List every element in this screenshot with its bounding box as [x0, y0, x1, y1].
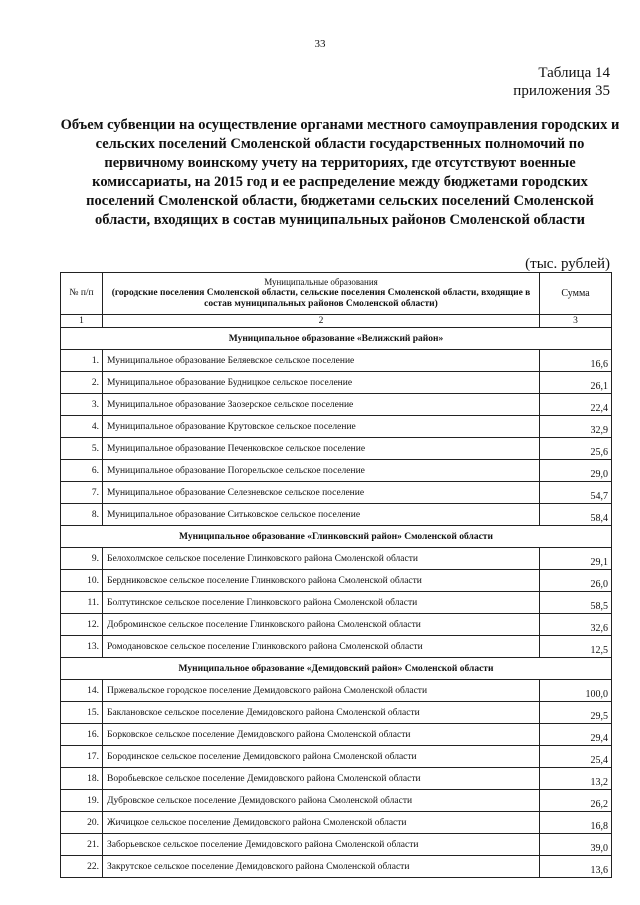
- unit-label: (тыс. рублей): [525, 256, 610, 272]
- row-municipality-name: Болтутинское сельское поселение Глинковского района Смоленской области: [103, 592, 540, 614]
- row-municipality-name: Заборьевское сельское поселение Демидовского района Смоленской области: [103, 834, 540, 856]
- row-number: 5.: [61, 438, 103, 460]
- table-row: [61, 350, 612, 372]
- table-row: [61, 548, 612, 570]
- row-municipality-name: Бородинское сельское поселение Демидовского района Смоленской области: [103, 746, 540, 768]
- row-municipality-name: Бердниковское сельское поселение Глинковского района Смоленской области: [103, 570, 540, 592]
- row-municipality-name: Пржевальское городское поселение Демидовского района Смоленской области: [103, 680, 540, 702]
- table-row: [61, 724, 612, 746]
- table-row: [61, 504, 612, 526]
- column-index-1: 1: [61, 315, 103, 328]
- table-row: [61, 746, 612, 768]
- row-number: 13.: [61, 636, 103, 658]
- row-number: 12.: [61, 614, 103, 636]
- table-row: [61, 702, 612, 724]
- row-number: 21.: [61, 834, 103, 856]
- row-sum: 29,1: [540, 548, 612, 570]
- appendix-label: приложения 35: [513, 83, 610, 99]
- row-municipality-name: Дубровское сельское поселение Демидовского района Смоленской области: [103, 790, 540, 812]
- row-sum: 32,6: [540, 614, 612, 636]
- table-label: Таблица 14: [538, 65, 610, 81]
- row-municipality-name: Муниципальное образование Печенковское сельское поселение: [103, 438, 540, 460]
- row-sum: 58,4: [540, 504, 612, 526]
- row-sum: 13,2: [540, 768, 612, 790]
- row-municipality-name: Муниципальное образование Заозерское сельское поселение: [103, 394, 540, 416]
- header-municipality-title: Муниципальные образования: [264, 277, 378, 287]
- row-sum: 100,0: [540, 680, 612, 702]
- table-row: [61, 812, 612, 834]
- row-sum: 13,6: [540, 856, 612, 878]
- row-municipality-name: Воробьевское сельское поселение Демидовского района Смоленской области: [103, 768, 540, 790]
- row-municipality-name: Муниципальное образование Крутовское сельское поселение: [103, 416, 540, 438]
- section-header-row: [61, 328, 612, 350]
- table-row: [61, 636, 612, 658]
- row-number: 3.: [61, 394, 103, 416]
- row-number: 6.: [61, 460, 103, 482]
- row-sum: 29,0: [540, 460, 612, 482]
- row-number: 15.: [61, 702, 103, 724]
- row-municipality-name: Борковское сельское поселение Демидовского района Смоленской области: [103, 724, 540, 746]
- row-sum: 25,6: [540, 438, 612, 460]
- table-row: [61, 438, 612, 460]
- row-number: 19.: [61, 790, 103, 812]
- row-number: 8.: [61, 504, 103, 526]
- row-number: 16.: [61, 724, 103, 746]
- table-row: [61, 680, 612, 702]
- subsidy-table: [60, 272, 612, 878]
- row-sum: 39,0: [540, 834, 612, 856]
- table-row: [61, 394, 612, 416]
- row-sum: 26,0: [540, 570, 612, 592]
- section-header-row: [61, 526, 612, 548]
- row-municipality-name: Ромодановское сельское поселение Глинковского района Смоленской области: [103, 636, 540, 658]
- section-title: Муниципальное образование «Глинковский район» Смоленской области: [61, 526, 612, 548]
- row-sum: 32,9: [540, 416, 612, 438]
- table-row: [61, 372, 612, 394]
- table-row: [61, 460, 612, 482]
- column-index-3: 3: [540, 315, 612, 328]
- table-row: [61, 834, 612, 856]
- row-sum: 12,5: [540, 636, 612, 658]
- document-title: Объем субвенции на осуществление органами местного самоуправления городских и сельских поселений Смоленской области государственных полномочий по первичному воинскому учету на территориях, где отсутствуют военные комиссариаты, на 2015 год и ее распределение между бюджетами городских поселений Смоленской области, бюджетами сельских поселений Смоленской области, входящих в состав муниципальных районов Смоленской области: [60, 117, 620, 228]
- row-sum: 54,7: [540, 482, 612, 504]
- row-sum: 16,8: [540, 812, 612, 834]
- row-municipality-name: Закрутское сельское поселение Демидовского района Смоленской области: [103, 856, 540, 878]
- row-sum: 58,5: [540, 592, 612, 614]
- row-number: 20.: [61, 812, 103, 834]
- row-municipality-name: Муниципальное образование Селезневское сельское поселение: [103, 482, 540, 504]
- header-sum: Сумма: [540, 273, 612, 315]
- section-title: Муниципальное образование «Велижский район»: [61, 328, 612, 350]
- table-row: [61, 768, 612, 790]
- row-municipality-name: Муниципальное образование Будницкое сельское поселение: [103, 372, 540, 394]
- table-row: [61, 592, 612, 614]
- table-row: [61, 856, 612, 878]
- row-sum: 22,4: [540, 394, 612, 416]
- table-row: [61, 790, 612, 812]
- row-municipality-name: Белохолмское сельское поселение Глинковского района Смоленской области: [103, 548, 540, 570]
- column-index-row: [61, 315, 612, 328]
- section-header-row: [61, 658, 612, 680]
- row-number: 14.: [61, 680, 103, 702]
- section-title: Муниципальное образование «Демидовский район» Смоленской области: [61, 658, 612, 680]
- row-sum: 25,4: [540, 746, 612, 768]
- header-number: № п/п: [61, 273, 103, 315]
- row-number: 22.: [61, 856, 103, 878]
- header-municipality: [103, 273, 540, 315]
- table-reference: [513, 64, 610, 100]
- row-number: 1.: [61, 350, 103, 372]
- row-sum: 26,2: [540, 790, 612, 812]
- row-sum: 16,6: [540, 350, 612, 372]
- table-header-row: [61, 273, 612, 315]
- row-sum: 29,5: [540, 702, 612, 724]
- row-number: 2.: [61, 372, 103, 394]
- column-index-2: 2: [103, 315, 540, 328]
- table-row: [61, 614, 612, 636]
- table-row: [61, 482, 612, 504]
- row-number: 18.: [61, 768, 103, 790]
- row-municipality-name: Доброминское сельское поселение Глинковского района Смоленской области: [103, 614, 540, 636]
- row-municipality-name: Муниципальное образование Беляевское сельское поселение: [103, 350, 540, 372]
- row-number: 10.: [61, 570, 103, 592]
- row-municipality-name: Муниципальное образование Погорельское сельское поселение: [103, 460, 540, 482]
- row-number: 4.: [61, 416, 103, 438]
- header-municipality-sub: (городские поселения Смоленской области, сельские поселения Смоленской области, входящие в состав муниципальных районов Смоленской области): [111, 288, 531, 309]
- row-number: 9.: [61, 548, 103, 570]
- row-sum: 29,4: [540, 724, 612, 746]
- table-row: [61, 416, 612, 438]
- row-sum: 26,1: [540, 372, 612, 394]
- row-number: 17.: [61, 746, 103, 768]
- page-number: 33: [314, 38, 326, 50]
- row-number: 11.: [61, 592, 103, 614]
- row-number: 7.: [61, 482, 103, 504]
- row-municipality-name: Жичицкое сельское поселение Демидовского района Смоленской области: [103, 812, 540, 834]
- row-municipality-name: Муниципальное образование Ситьковское сельское поселение: [103, 504, 540, 526]
- table-row: [61, 570, 612, 592]
- row-municipality-name: Баклановское сельское поселение Демидовского района Смоленской области: [103, 702, 540, 724]
